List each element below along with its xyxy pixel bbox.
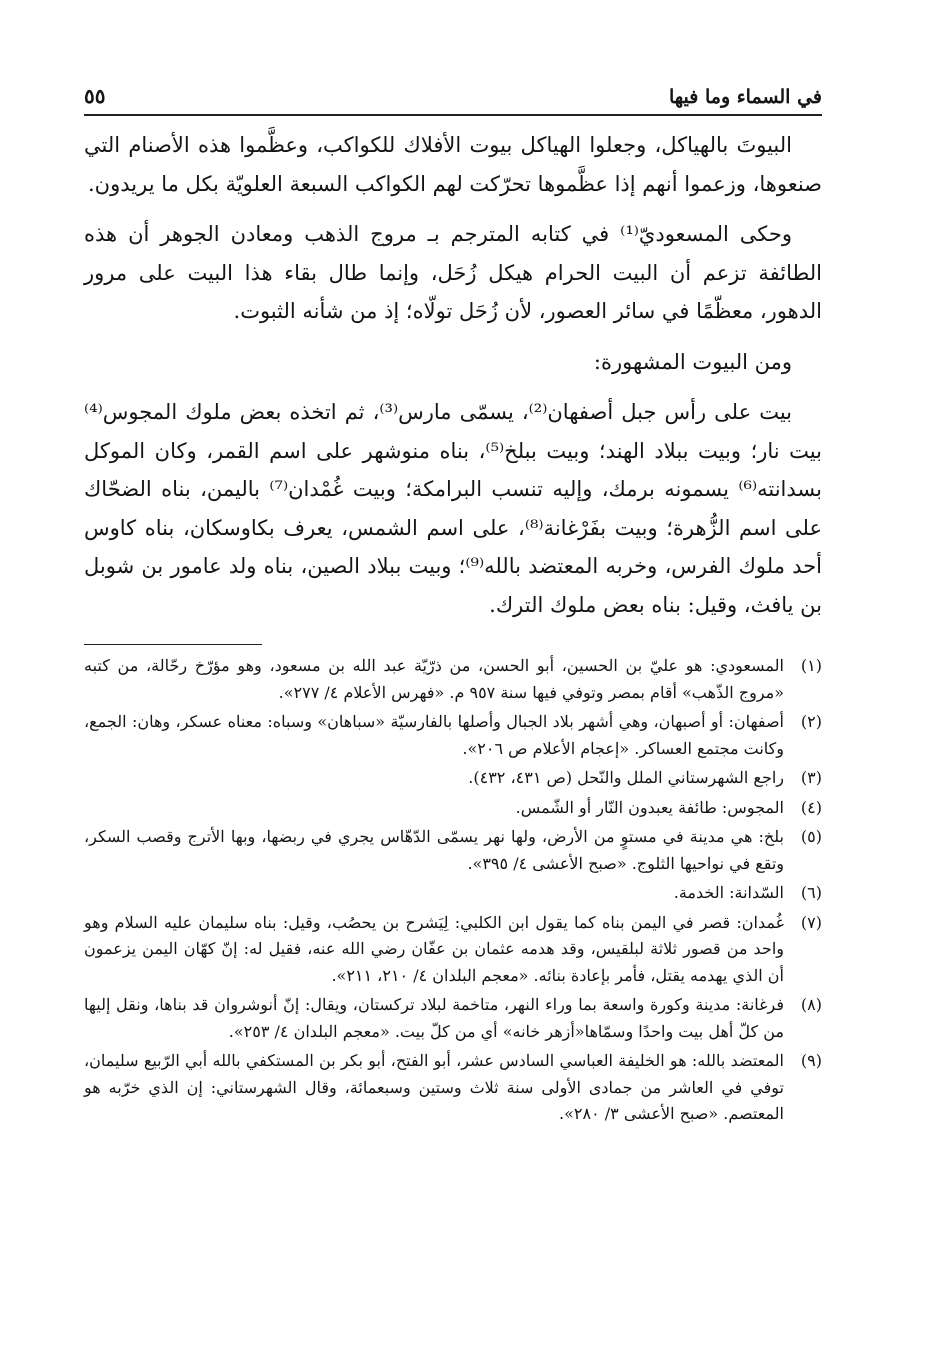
footnote-item	[84, 709, 822, 762]
footnote-text: المجوس: طائفة يعبدون النّار أو الشّمس.	[515, 797, 784, 817]
footnotes	[84, 653, 822, 1128]
footnote-item	[84, 880, 822, 907]
paragraph-continuation: البيوتَ بالهياكل، وجعلوا الهياكل بيوت الأفلاك للكواكب، وعظَّموا هذه الأصنام التي صنعوها، وزعموا أنهم إذا عظَّموها تحرّكت لهم الكواكب السبعة العلويّة بكل ما يريدون.	[84, 133, 822, 196]
paragraph-famous-houses-list: بيت على رأس جبل أصفهان⁽²⁾، يسمّى مارس⁽³⁾، ثم اتخذه بعض ملوك المجوس⁽⁴⁾ بيت نار؛ وبيت ببلاد الهند؛ وبيت ببلخ⁽⁵⁾، بناه منوشهر على اسم القمر، وكان الموكل بسدانته⁽⁶⁾ يسمونه برمك، وإليه تنسب البرامكة؛ وبيت غُمْدان⁽⁷⁾ باليمن، بناه الضحّاك على اسم الزُّهرة؛ وبيت بفَرْغانة⁽⁸⁾، على اسم الشمس، يعرف بكاوسكان، بناه كاوس أحد ملوك الفرس، وخربه المعتضد بالله⁽⁹⁾؛ وبيت ببلاد الصين، بناه ولد عامور بن شوبل بن يافث، وقيل: بناه بعض ملوك الترك.	[84, 400, 823, 617]
footnote-item	[84, 824, 822, 877]
paragraph-masudi: وحكى المسعوديّ⁽¹⁾ في كتابه المترجم بـ مروج الذهب ومعادن الجوهر أن هذه الطائفة تزعم أن البيت الحرام هيكل زُحَل، وإنما طال بقاء هذا البيت على مرور الدهور، معظّمًا في سائر العصور، لأن زُحَل تولّاه؛ إذ من شأنه الثبوت.	[84, 222, 822, 323]
footnote-text: فرغانة: مدينة وكورة واسعة بما وراء النهر، متاخمة لبلاد تركستان، ويقال: إنّ أنوشروان قد بناها، ونقل إليها من كلّ أهل بيت واحدًا وسمّاها«أزهر خانه» أي من كلّ بيت. «معجم البلدان ٤/ ٢٥٣».	[84, 995, 784, 1041]
footnote-number: (١)	[800, 656, 822, 675]
footnote-separator	[84, 644, 262, 645]
footnote-text: المسعودي: هو عليّ بن الحسين، أبو الحسن، من ذرّيّة عبد الله بن مسعود، وهو مؤرّخ رحّالة، من كتبه «مروج الذّهب» أقام بمصر وتوفي فيها سنة ٩٥٧ م. «فهرس الأعلام ٤/ ٢٧٧».	[84, 656, 784, 702]
footnote-text: غُمدان: قصر في اليمن بناه كما يقول ابن الكلبي: لِيَشرح بن يحصُب، وقيل: بناه سليمان عليه السلام وهو واحد من قصور ثلاثة لبلقيس، وقد هدمه عثمان بن عفّان رضي الله عنه، فقيل له: إنّ كهّان اليمن يزعمون أن الذي يهدمه يقتل، فأمر بإعادة بنائه. «معجم البلدان ٤/ ٢١٠، ٢١١».	[84, 912, 784, 985]
footnote-number: (٥)	[800, 827, 822, 846]
footnote-text: بلخ: هي مدينة في مستوٍ من الأرض، ولها نهر يسمّى الدّهّاس يجري في ربضها، وبها الأترج وقصب السكر، وتقع في نواحيها الثلوج. «صبح الأعشى ٤/ ٣٩٥».	[84, 827, 784, 873]
footnote-text: المعتضد بالله: هو الخليفة العباسي السادس عشر، أبو الفتح، أبو بكر بن المستكفي بالله أبي الرّبيع سليمان، توفي في العاشر من جمادى الأولى سنة ثلاث وستين وسبعمائة، وقال الشهرستاني: إن الذي خرّبه هو المعتصم. «صبح الأعشى ٣/ ٢٨٠».	[84, 1051, 784, 1123]
footnote-number: (٤)	[800, 797, 822, 817]
footnote-number: (٣)	[800, 768, 822, 787]
main-text	[84, 126, 822, 624]
footnote-item	[84, 795, 822, 822]
paragraph-famous-houses-intro: ومن البيوت المشهورة:	[593, 349, 792, 374]
running-header	[84, 78, 822, 116]
footnote-item	[84, 992, 822, 1045]
footnote-number: (٧)	[800, 912, 822, 932]
page-number: ٥٥	[84, 84, 106, 108]
footnote-text: راجع الشهرستاني الملل والنّحل (ص ٤٣١، ٤٣٢).	[468, 768, 784, 787]
footnote-text: السّدانة: الخدمة.	[673, 883, 784, 902]
footnote-item	[84, 765, 822, 792]
footnote-number: (٩)	[800, 1051, 822, 1070]
footnote-number: (٦)	[800, 883, 822, 902]
footnote-item	[84, 653, 822, 706]
running-title: في السماء وما فيها	[669, 86, 822, 108]
footnote-item	[84, 1048, 822, 1128]
footnote-item	[84, 910, 822, 990]
footnote-number: (٢)	[800, 712, 822, 731]
footnote-number: (٨)	[800, 995, 822, 1014]
footnote-text: أصفهان: أو أصبهان، وهي أشهر بلاد الجبال وأصلها بالفارسيّة «سباهان» وسباه: معناه عسكر، وهان: الجمع، وكانت مجتمع العساكر. «إعجام الأعلام ص ٢٠٦».	[84, 712, 784, 758]
